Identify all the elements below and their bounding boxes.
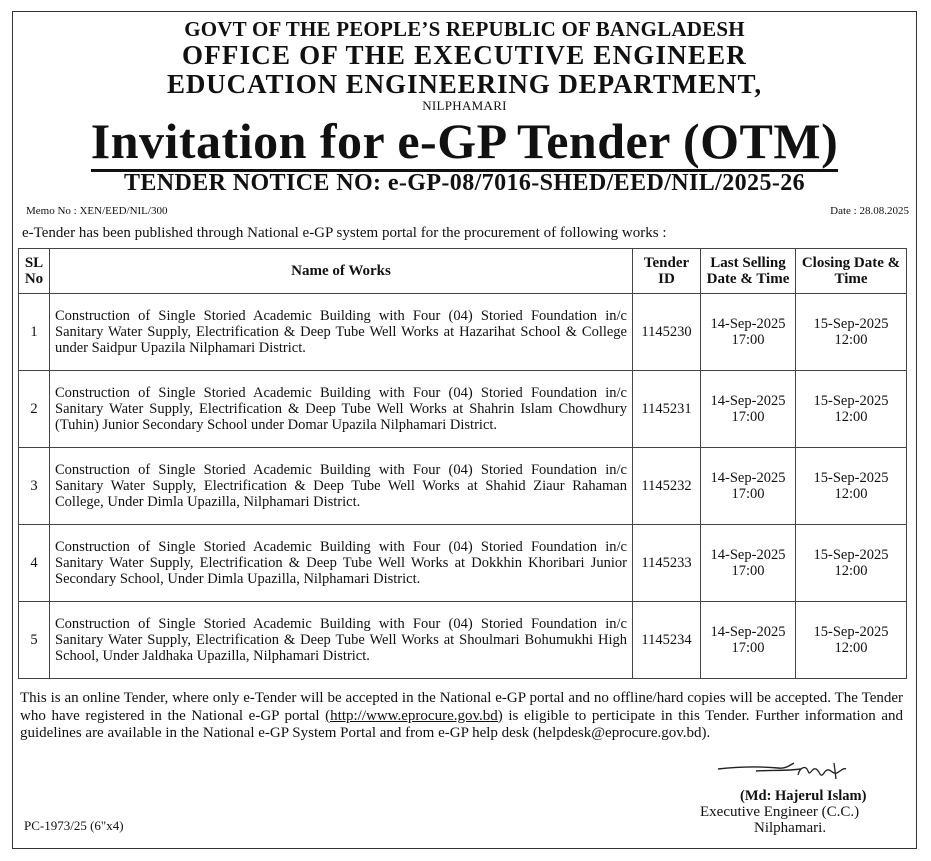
government-heading: GOVT OF THE PEOPLE’S REPUBLIC OF BANGLADESH [184,17,745,41]
closing-time: 12:00 [834,640,868,656]
closing-date: 15-Sep-2025 [813,316,889,332]
header-closing: Closing Date & Time [796,249,907,294]
works-table [18,248,907,679]
memo-number: Memo No : XEN/EED/NIL/300 [26,205,168,217]
row-tender-id: 1145234 [633,602,701,679]
footer-text-after: is eligible to perticipate in this Tender. Further information and guidelines are available in the National e-GP System Portal and from e-GP help desk (helpdesk@eprocure.gov.bd). [20,707,903,741]
department-heading: EDUCATION ENGINEERING DEPARTMENT, [166,69,763,99]
table-row [19,294,907,371]
header-tender-id: Tender ID [633,249,701,294]
closing-time: 12:00 [834,409,868,425]
row-closing [796,525,907,602]
row-last-selling [701,371,796,448]
row-closing [796,371,907,448]
table-row [19,602,907,679]
closing-time: 12:00 [834,332,868,348]
row-closing [796,294,907,371]
table-row [19,525,907,602]
row-tender-id: 1145230 [633,294,701,371]
header-sl: SL No [19,249,50,294]
last-selling-time: 17:00 [731,409,765,425]
footer-text-before: This is an online Tender, where only e-Tender will be accepted in the National e-GP portal and no offline/hard copies will be accepted. The Tender who have registered in the National e-GP portal [20,690,903,724]
row-sl: 1 [19,294,50,371]
last-selling-date: 14-Sep-2025 [710,624,786,640]
row-tender-id: 1145232 [633,448,701,525]
row-tender-id: 1145233 [633,525,701,602]
row-work-name: Construction of Single Storied Academic Building with Four (04) Storied Foundation in/c Sanitary Water Supply, Electrification & Deep Tube Well Works at Dokkhin Khoribari Junior Secondary School, Under Dimla Upazilla, Nilphamari District. [50,525,633,602]
closing-date: 15-Sep-2025 [813,393,889,409]
page-title-text: Invitation for e-GP Tender (OTM) [91,113,839,172]
district-heading: NILPHAMARI [422,98,507,113]
row-closing [796,602,907,679]
row-work-name: Construction of Single Storied Academic Building with Four (04) Storied Foundation in/c Sanitary Water Supply, Electrification & Deep Tube Well Works at Shahid Ziaur Rahaman College, Under Dimla Upazilla, Nilphamari District. [50,448,633,525]
row-last-selling [701,294,796,371]
row-sl: 5 [19,602,50,679]
table-row [19,371,907,448]
last-selling-time: 17:00 [731,332,765,348]
row-work-name: Construction of Single Storied Academic Building with Four (04) Storied Foundation in/c Sanitary Water Supply, Electrification & Deep Tube Well Works at Shoulmari Bohumukhi High School, Under Jaldhaka Upazilla, Nilphamari District. [50,602,633,679]
signatory-name: (Md: Hajerul Islam) [740,788,867,804]
closing-time: 12:00 [834,486,868,502]
header-last-selling: Last Selling Date & Time [701,249,796,294]
eprocure-link[interactable]: (http://www.eprocure.gov.bd) [325,707,503,724]
closing-date: 15-Sep-2025 [813,624,889,640]
last-selling-time: 17:00 [731,486,765,502]
row-closing [796,448,907,525]
notice-date: Date : 28.08.2025 [830,205,909,217]
signatory-place: Nilphamari. [754,820,827,836]
row-tender-id: 1145231 [633,371,701,448]
row-work-name: Construction of Single Storied Academic Building with Four (04) Storied Foundation in/c Sanitary Water Supply, Electrification & Deep Tube Well Works at Shahrin Islam Chowdhury (Tuhin) Junior Secondary School under Domar Upazila Nilphamari District. [50,371,633,448]
pc-code: PC-1973/25 (6"x4) [24,818,124,833]
last-selling-date: 14-Sep-2025 [710,547,786,563]
closing-time: 12:00 [834,563,868,579]
closing-date: 15-Sep-2025 [813,470,889,486]
row-sl: 4 [19,525,50,602]
tender-notice-number: TENDER NOTICE NO: e-GP-08/7016-SHED/EED/NIL/2025-26 [123,170,806,196]
row-last-selling [701,525,796,602]
table-row [19,448,907,525]
last-selling-date: 14-Sep-2025 [710,316,786,332]
header-name-of-works: Name of Works [50,249,633,294]
last-selling-date: 14-Sep-2025 [710,393,786,409]
signature-icon [716,757,866,787]
last-selling-time: 17:00 [731,640,765,656]
last-selling-time: 17:00 [731,563,765,579]
signatory-title: Executive Engineer (C.C.) [700,804,860,820]
row-last-selling [701,602,796,679]
closing-date: 15-Sep-2025 [813,547,889,563]
row-work-name: Construction of Single Storied Academic Building with Four (04) Storied Foundation in/c Sanitary Water Supply, Electrification & Deep Tube Well Works at Hazarihat School & College under Saidpur Upazila Nilphamari District. [50,294,633,371]
intro-text: e-Tender has been published through National e-GP system portal for the procurement of following works : [22,225,667,241]
row-sl: 2 [19,371,50,448]
last-selling-date: 14-Sep-2025 [710,470,786,486]
row-sl: 3 [19,448,50,525]
row-last-selling [701,448,796,525]
page-title [12,113,917,169]
office-heading: OFFICE OF THE EXECUTIVE ENGINEER [182,40,747,70]
footer-paragraph [20,690,903,743]
table-header-row [19,249,907,294]
